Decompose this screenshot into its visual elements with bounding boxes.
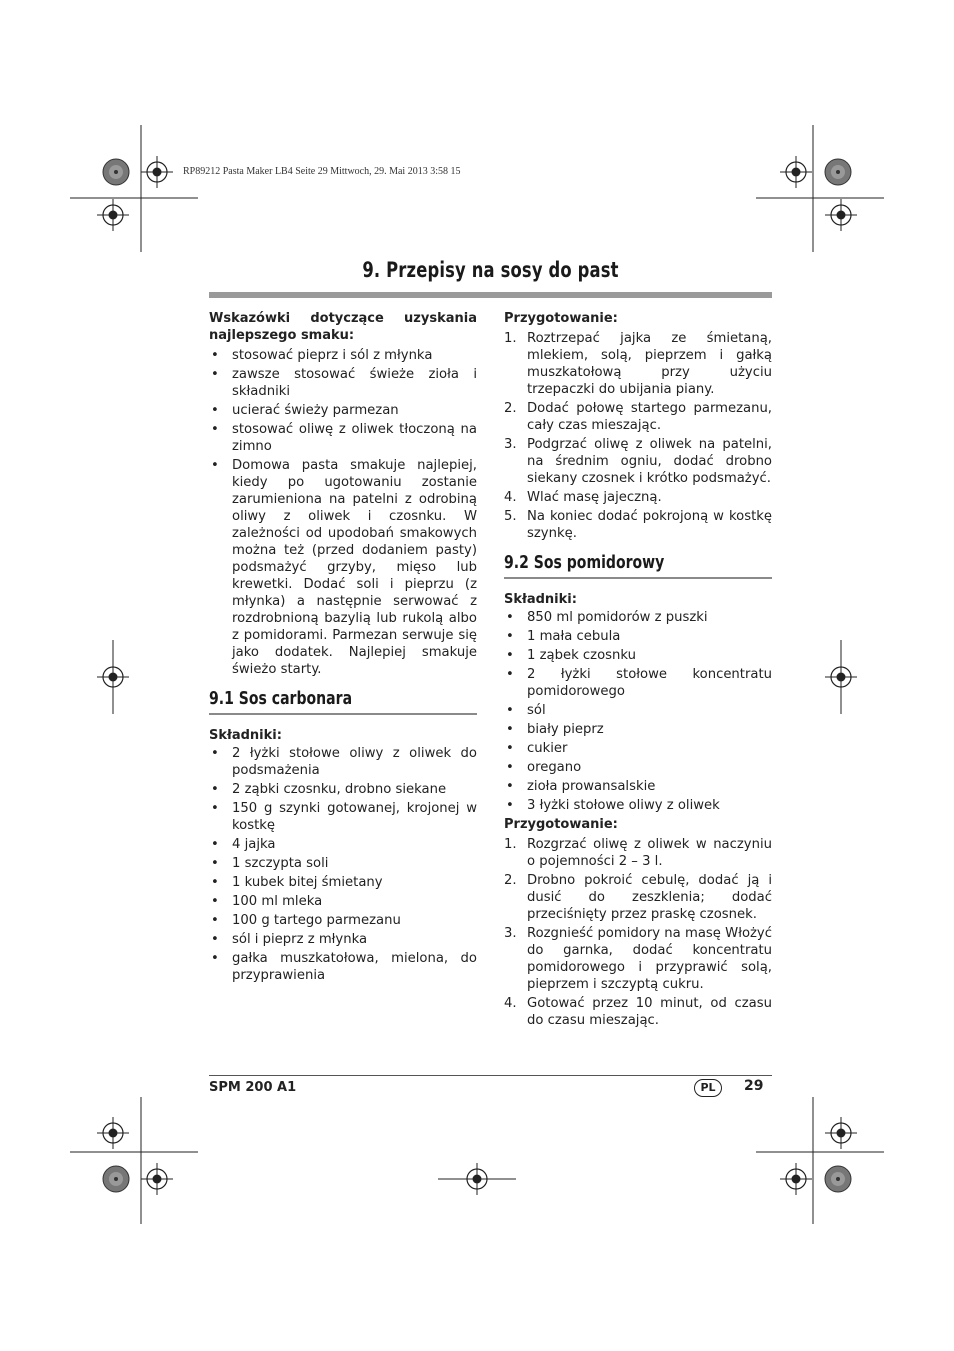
list-item: 4. Gotować przez 10 minut, od czasu do czasu mieszając. <box>504 996 772 1028</box>
list-item: • cukier <box>506 741 568 756</box>
section-rule <box>504 577 772 579</box>
list-item: • 2 łyżki stołowe oliwy z oliwek do podsmażenia <box>211 746 477 778</box>
list-item: 3. Rozgnieść pomidory na masę Włożyć do garnka, dodać koncentratu pomidorowego i przyprawić solą, pieprzem i szczyptą cukru. <box>504 926 772 992</box>
list-item: • 1 ząbek czosnku <box>506 648 636 663</box>
list-item: • stosować oliwę z oliwek tłoczoną na zimno <box>211 422 477 454</box>
language-badge: PL <box>694 1079 722 1097</box>
list-item: 2. Drobno pokroić cebulę, dodać ją i dusić do zeszklenia; dodać przeciśnięty przez praskę czosnek. <box>504 873 772 922</box>
list-item: • 150 g szynki gotowanej, krojonej w kostkę <box>211 801 477 833</box>
list-item: • 2 łyżki stołowe koncentratu pomidorowego <box>506 667 772 699</box>
page-title: 9. Przepisy na sosy do past <box>362 258 619 282</box>
print-slug: RP89212 Pasta Maker LB4 Seite 29 Mittwoch, 29. Mai 2013 3:58 15 <box>183 166 461 177</box>
list-item: 1. Rozgrzać oliwę z oliwek w naczyniu o pojemności 2 – 3 l. <box>504 837 772 869</box>
prep-heading: Przygotowanie: <box>504 311 618 326</box>
list-item: • 1 kubek bitej śmietany <box>211 875 383 890</box>
list-item: 3. Podgrzać oliwę z oliwek na patelni, na średnim ogniu, dodać drobno siekany czosnek i krótko podsmażyć. <box>504 437 772 486</box>
list-item: • biały pieprz <box>506 722 604 737</box>
list-item: • 100 ml mleka <box>211 894 323 909</box>
section-pomidorowy <box>504 554 772 1029</box>
tips-heading: Wskazówki dotyczące uzyskania najlepszego smaku: <box>209 311 477 343</box>
section-title: 9.2 Sos pomidorowy <box>504 552 665 573</box>
list-item: • stosować pieprz i sól z młynka <box>211 348 433 363</box>
list-item: • 100 g tartego parmezanu <box>211 913 401 928</box>
color-wheel-icon <box>103 1166 129 1192</box>
right-column <box>504 310 772 1031</box>
prep-steps <box>504 836 772 1029</box>
footer-rule <box>209 1075 772 1076</box>
color-wheel-icon <box>103 159 129 185</box>
left-column <box>209 310 477 986</box>
list-item: 2. Dodać połowę startego parmezanu, cały czas mieszając. <box>504 401 772 433</box>
list-item: • 3 łyżki stołowe oliwy z oliwek <box>506 798 720 813</box>
page-number: 29 <box>744 1078 764 1094</box>
section-carbonara <box>209 690 477 984</box>
prep-heading: Przygotowanie: <box>504 817 618 832</box>
list-item: • 1 szczypta soli <box>211 856 329 871</box>
title-bar <box>209 292 772 298</box>
model-number: SPM 200 A1 <box>209 1080 297 1095</box>
list-item: • Domowa pasta smakuje najlepiej, kiedy po ugotowaniu zostanie zarumieniona na patelni z odrobiną oliwy z oliwek i czosnku. W zależności od upodobań smakowych można też (przed dodaniem pasty) podsmażyć grzyby, mięso lub krewetki. Dodać soli i pieprzu (z młynka) a następnie serwować z rozdrobnioną bazylią lub rukolą albo z pomidorami. Parmezan serwuje się jako dodatek. Najlepiej smakuje świeżo starty. <box>211 458 477 677</box>
color-wheel-icon <box>825 159 851 185</box>
ingredients-heading: Składniki: <box>209 728 282 743</box>
list-item: 1. Roztrzepać jajka ze śmietaną, mlekiem, solą, pieprzem i gałką muszkatołową przy użyciu trzepaczki do ubijania piany. <box>504 331 772 397</box>
list-item: • sól i pieprz z młynka <box>211 932 368 947</box>
list-item: 4. Wlać masę jajeczną. <box>504 490 662 505</box>
list-item: • zioła prowansalskie <box>506 779 656 794</box>
list-item: 5. Na koniec dodać pokrojoną w kostkę szynkę. <box>504 509 772 541</box>
list-item: • 2 ząbki czosnku, drobno siekane <box>211 782 447 797</box>
tips-list <box>209 347 477 678</box>
list-item: • zawsze stosować świeże zioła i składniki <box>211 367 477 399</box>
ingredients-heading: Składniki: <box>504 592 577 607</box>
list-item: • oregano <box>506 760 582 775</box>
color-wheel-icon <box>825 1166 851 1192</box>
ingredients-list <box>209 745 477 984</box>
ingredients-list <box>504 609 772 814</box>
list-item: • ucierać świeży parmezan <box>211 403 399 418</box>
section-title: 9.1 Sos carbonara <box>209 688 353 709</box>
list-item: • 4 jajka <box>211 837 276 852</box>
section-rule <box>209 713 477 715</box>
list-item: • gałka muszkatołowa, mielona, do przyprawienia <box>211 951 477 983</box>
list-item: • 850 ml pomidorów z puszki <box>506 610 708 625</box>
list-item: • 1 mała cebula <box>506 629 621 644</box>
list-item: • sól <box>506 703 546 718</box>
prep-steps <box>504 330 772 542</box>
